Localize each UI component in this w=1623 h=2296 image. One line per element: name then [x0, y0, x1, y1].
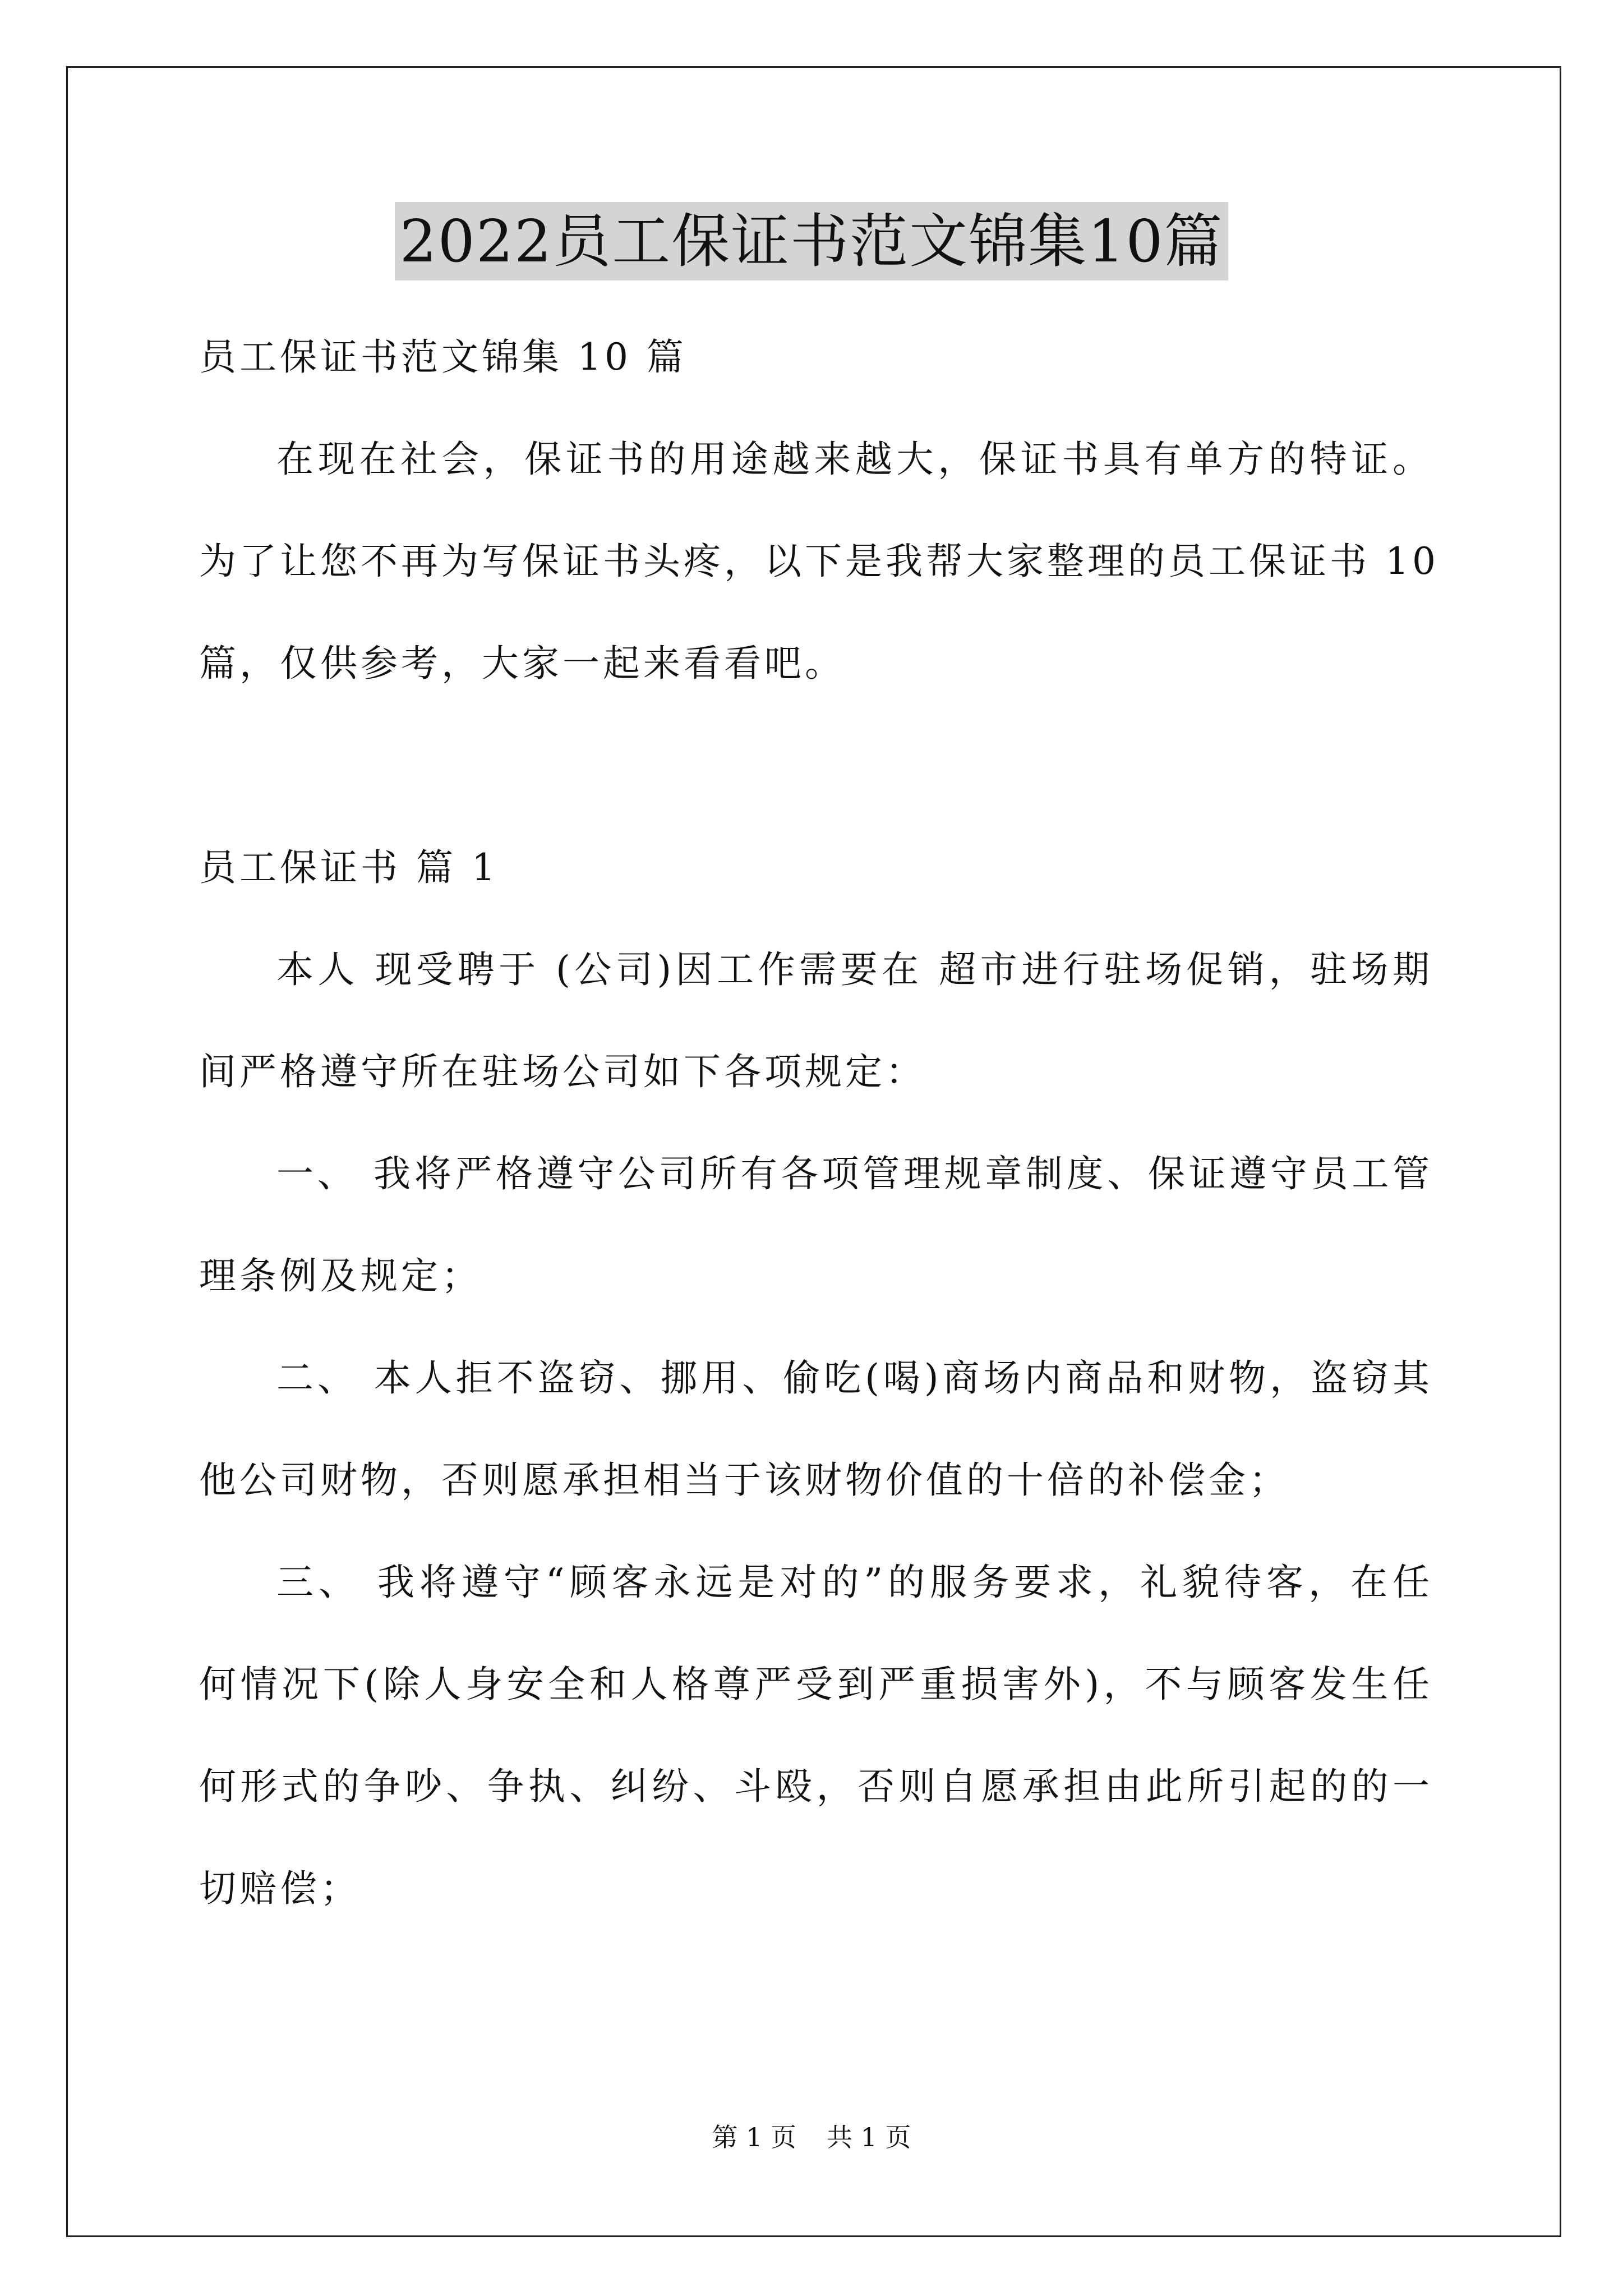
- title-container: [0, 202, 1623, 280]
- body-paragraph-line: 间严格遵守所在驻场公司如下各项规定：: [199, 1050, 926, 1093]
- page-number-current: 第 1 页: [712, 2122, 796, 2152]
- page-footer: [0, 2120, 1623, 2154]
- clause-line: 何情况下(除人身安全和人格尊严受到严重损害外)，不与顾客发生任: [199, 1663, 1433, 1706]
- subtitle-line: 员工保证书范文锦集 10 篇: [199, 335, 687, 379]
- clause-line: 二、 本人拒不盗窃、挪用、偷吃(喝)商场内商品和财物，盗窃其: [276, 1356, 1433, 1400]
- clause-line: 切赔偿；: [199, 1867, 361, 1910]
- document-title: 2022员工保证书范文锦集10篇: [395, 202, 1228, 280]
- intro-paragraph-line: 篇，仅供参考，大家一起来看看吧。: [199, 642, 845, 685]
- page-number-total: 共 1 页: [827, 2122, 911, 2152]
- intro-paragraph-line: 在现在社会，保证书的用途越来越大，保证书具有单方的特证。: [276, 438, 1433, 481]
- clause-line: 三、 我将遵守“顾客永远是对的”的服务要求，礼貌待客，在任: [276, 1561, 1433, 1604]
- section-heading: 员工保证书 篇 1: [199, 846, 499, 889]
- body-paragraph-line: 本人 现受聘于 (公司)因工作需要在 超市进行驻场促销，驻场期: [276, 948, 1433, 991]
- clause-line: 他公司财物，否则愿承担相当于该财物价值的十倍的补偿金；: [199, 1458, 1289, 1502]
- intro-paragraph-line: 为了让您不再为写保证书头疼，以下是我帮大家整理的员工保证书 10: [199, 540, 1439, 583]
- clause-line: 何形式的争吵、争执、纠纷、斗殴，否则自愿承担由此所引起的的一: [199, 1765, 1433, 1808]
- clause-line: 一、 我将严格遵守公司所有各项管理规章制度、保证遵守员工管: [276, 1152, 1433, 1195]
- clause-line: 理条例及规定；: [199, 1254, 482, 1297]
- paragraph-spacer: [199, 715, 1433, 817]
- document-body: [199, 306, 1439, 1940]
